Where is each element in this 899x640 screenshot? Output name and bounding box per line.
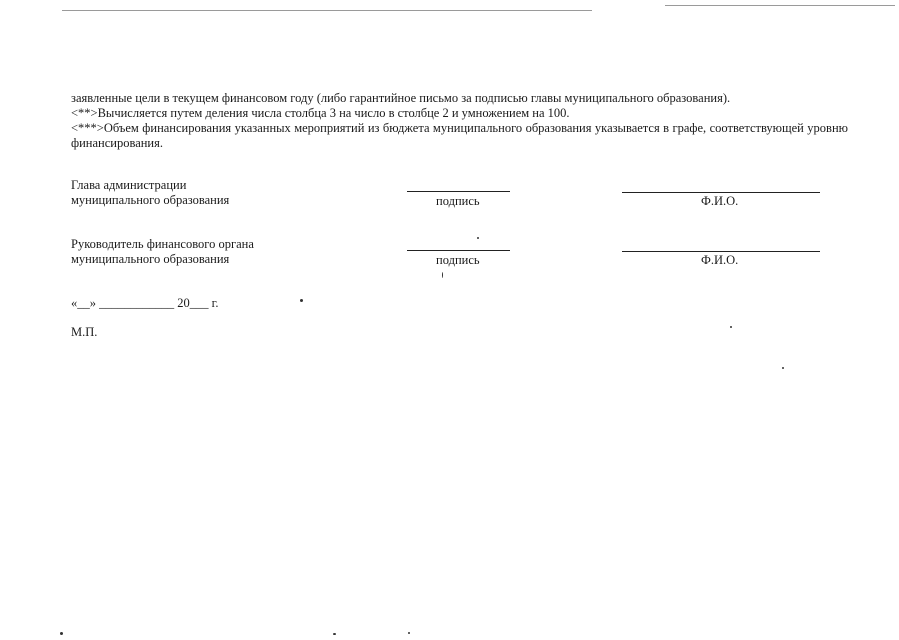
scan-edge-line-right [665,5,895,6]
scan-speck [333,633,336,635]
scan-speck [408,632,410,634]
signatory-2-title-line-1: Руководитель финансового органа [71,237,254,251]
signatory-1-title-line-2: муниципального образования [71,193,230,207]
signature-caption-1: подпись [436,194,480,208]
scan-speck [60,632,63,635]
signature-line-2 [407,250,510,251]
signature-line-1 [407,191,510,192]
name-line-1 [622,192,820,193]
scan-speck [477,237,479,239]
signatory-2-title-line-2: муниципального образования [71,252,230,266]
scan-speck [442,272,443,278]
signatory-1-title-line-1: Глава администрации [71,178,187,192]
scan-speck [782,367,784,369]
name-caption-2: Ф.И.О. [701,253,739,267]
name-line-2 [622,251,820,252]
date-line: «__» ____________ 20___ г. [71,296,219,310]
scan-speck [300,299,303,302]
scan-speck [730,326,732,328]
name-caption-1: Ф.И.О. [701,194,739,208]
scan-edge-line-left [62,10,592,11]
footnote-line-3: <***>Объем финансирования указанных мероприятий из бюджета муниципального образования указывается в графе, соответствующей уровню финансирования. [71,121,848,150]
stamp-place-label: М.П. [71,325,98,339]
footnote-line-1: заявленные цели в текущем финансовом году (либо гарантийное письмо за подписью главы муниципального образования). [71,91,731,105]
footnote-line-2: <**>Вычисляется путем деления числа столбца 3 на число в столбце 2 и умножением на 100. [71,106,570,120]
signature-caption-2: подпись [436,253,480,267]
